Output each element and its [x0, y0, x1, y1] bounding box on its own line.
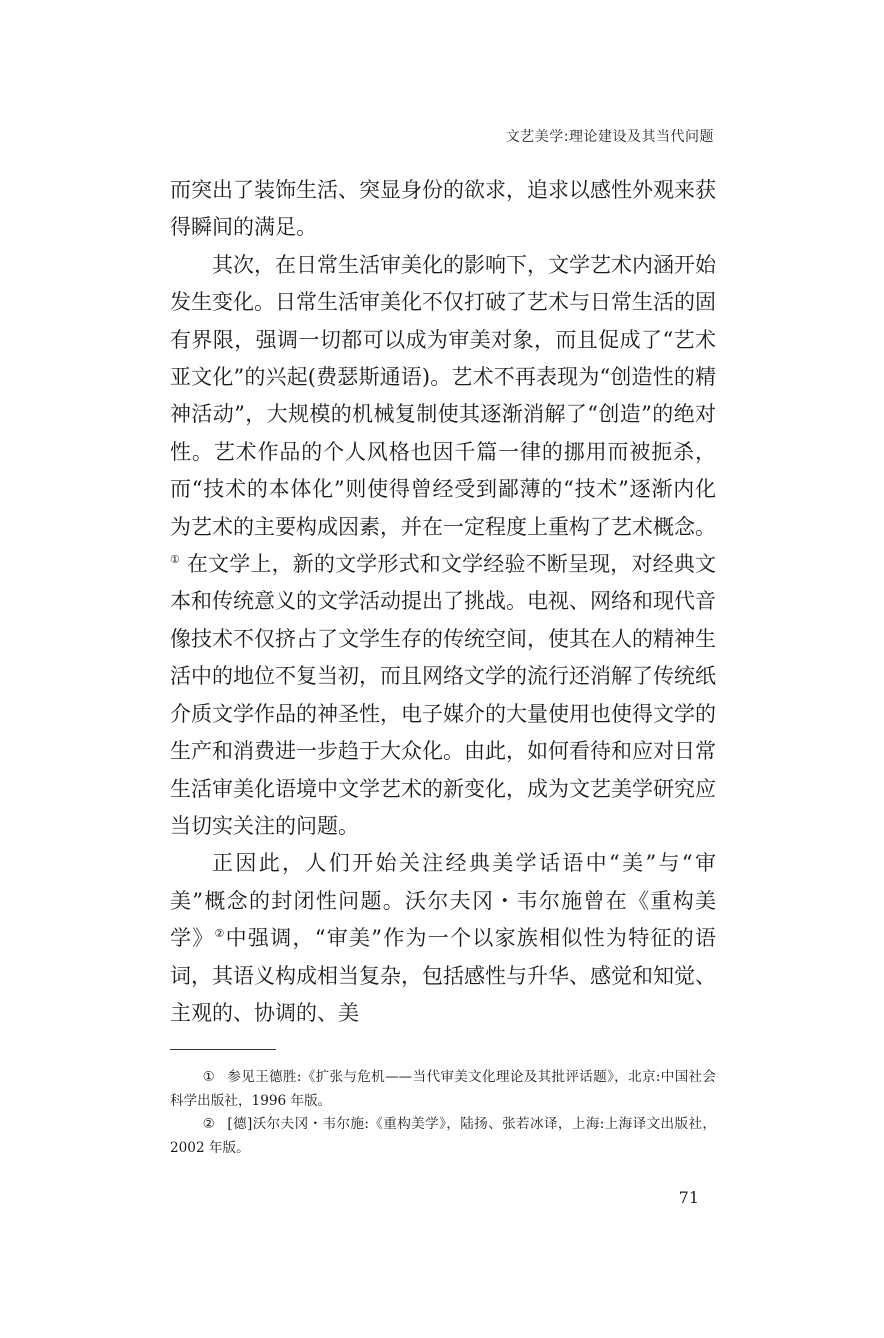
footnote-2	[170, 1113, 716, 1160]
paragraph-3	[170, 845, 716, 1032]
paragraph-3-text-a: 正因此，人们开始关注经典美学话语中“美”与“审美”概念的封闭性问题。沃尔夫冈・韦尔施曾在《重构美学》	[170, 851, 716, 951]
paragraph-2-text-a: 其次，在日常生活审美化的影响下，文学艺术内涵开始发生变化。日常生活审美化不仅打破了艺术与日常生活的固有界限，强调一切都可以成为审美对象，而且促成了“艺术亚文化”的兴起(费瑟斯通语)。艺术不再表现为“创造性的精神活动”，大规模的机械复制使其逐渐消解了“创造”的绝对性。艺术作品的个人风格也因千篇一律的挪用而被扼杀，而“技术的本体化”则使得曾经受到鄙薄的“技术”逐渐内化为艺术的主要构成因素，并在一定程度上重构了艺术概念。	[170, 252, 716, 539]
paragraph-2	[170, 247, 716, 846]
footnote-2-mark: ②	[202, 1116, 216, 1132]
footnote-2-text: [德]沃尔夫冈・韦尔施:《重构美学》，陆扬、张若冰译，上海:上海译文出版社，2002 年版。	[170, 1116, 717, 1156]
footnote-1-text: 参见王德胜:《扩张与危机——当代审美文化理论及其批评话题》，北京:中国社会科学出版社，1996 年版。	[170, 1069, 717, 1109]
paragraph-3-text-b: 中强调，“审美”作为一个以家族相似性为特征的语词，其语义构成相当复杂，包括感性与升华、感觉和知觉、主观的、协调的、美	[170, 926, 716, 1025]
page-number: 71	[678, 1188, 699, 1207]
running-head: 文艺美学:理论建设及其当代问题	[505, 129, 714, 145]
paragraph-1: 而突出了装饰生活、突显身份的欲求，追求以感性外观来获得瞬间的满足。	[170, 178, 716, 240]
footnote-1-mark: ①	[202, 1069, 216, 1085]
footnote-ref-1[interactable]: ①	[170, 553, 181, 567]
paragraph-2-text-b: 在文学上，新的文学形式和文学经验不断呈现，对经典文本和传统意义的文学活动提出了挑战。电视、网络和现代音像技术不仅挤占了文学生存的传统空间，使其在人的精神生活中的地位不复当初，而且网络文学的流行还消解了传统纸介质文学作品的神圣性，电子媒介的大量使用也使得文学的生产和消费进一步趋于大众化。由此，如何看待和应对日常生活审美化语境中文学艺术的新变化，成为文艺美学研究应当切实关注的问题。	[170, 552, 716, 838]
body-text	[170, 172, 716, 1032]
footnote-divider	[170, 1049, 276, 1050]
footnote-1	[170, 1066, 716, 1113]
footnotes	[170, 1066, 716, 1160]
footnote-ref-2[interactable]: ②	[214, 927, 226, 941]
